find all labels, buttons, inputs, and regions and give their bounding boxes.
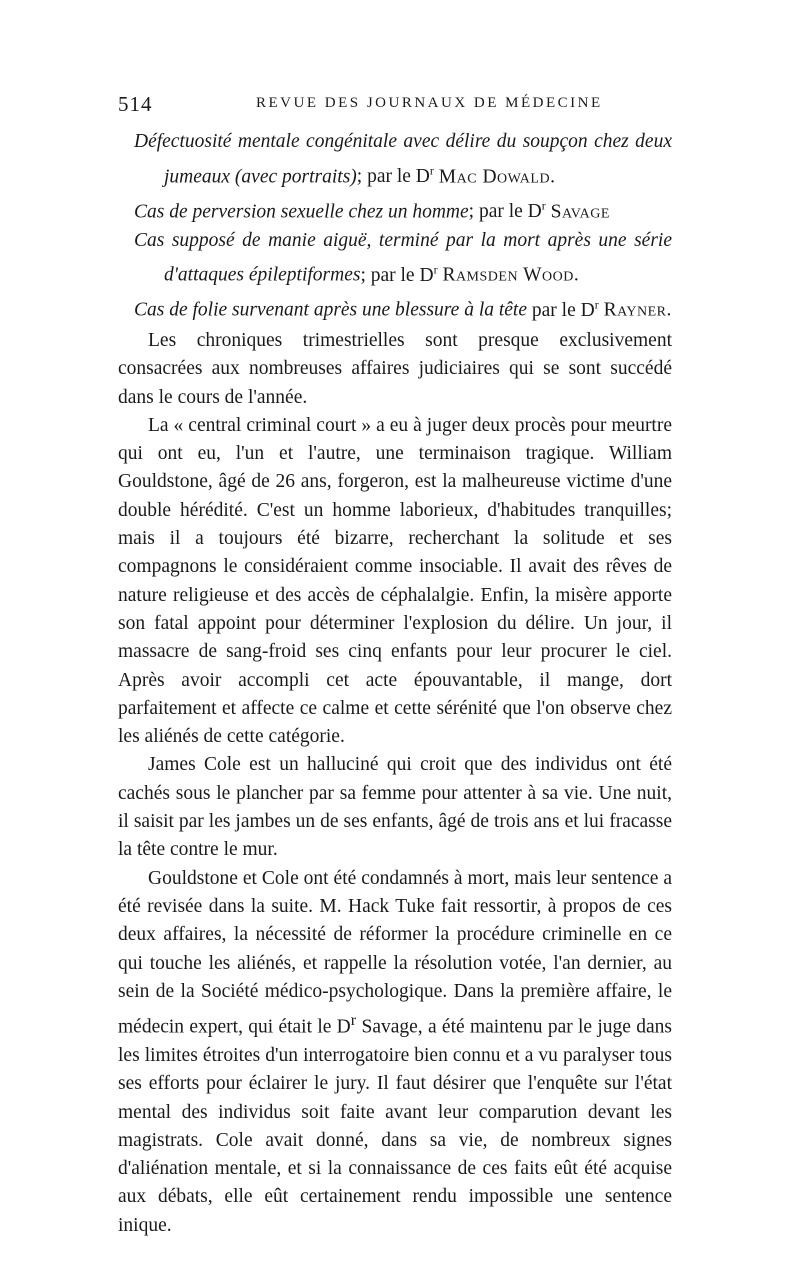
page-number: 514 — [118, 92, 153, 116]
bibliography-entry: Cas de folie survenant après une blessure à la tête par le $D^r$ Rayner. — [134, 297, 672, 321]
author-connector: par le D — [527, 299, 595, 321]
author-name: Rayner — [603, 299, 667, 321]
paragraph: James Cole est un halluciné qui croit que des individus ont été cachés sous le plancher par sa femme pour attenter à sa vie. Une nuit, il saisit par les jambes un de ses enfants, âgé de trois ans et lui fracasse la tête contre le mur. — [118, 754, 672, 861]
bibliography-entry: Défectuosité mentale congénitale avec délire du soupçon chez deux jumeaux (avec portraits); par le $D^r$ Mac Dowald. — [134, 131, 672, 187]
author-connector: ; par le D — [356, 166, 430, 187]
article-title: Cas de perversion sexuelle chez un homme — [134, 201, 469, 222]
article-title: Défectuosité mentale congénitale avec délire du soupçon chez deux jumeaux (avec portraits) — [134, 131, 672, 187]
paragraph: La « central criminal court » a eu à juger deux procès pour meurtre qui ont eu, l'un et l'autre, une terminaison tragique. William Gouldstone, âgé de 26 ans, forgeron, est la malheureuse victime d'une double hérédité. C'est un homme laborieux, d'habitudes tranquilles; mais il a toujours été bizarre, recherchant la solitude et ses compagnons le considéraient comme insociable. Il avait des rêves de nature religieuse et des accès de céphalalgie. Enfin, la misère apporte son fatal appoint pour déterminer l'explosion du délire. Un jour, il massacre de sang-froid ses cinq enfants pour leur procurer le ciel. Après avoir accompli cet acte épouvantable, il mange, dort parfaitement et affecte ce calme et cette sérénité que l'on observe chez les aliénés de cette catégorie. — [118, 414, 672, 748]
dr-superscript: r — [429, 163, 434, 178]
dr-superscript: r — [541, 198, 546, 213]
article-title: Cas de folie survenant après une blessure à la tête — [134, 299, 528, 321]
paragraph: Les chroniques trimestrielles sont presque exclusivement consacrées aux nombreuses affaires judiciaires qui se sont succédé dans le cours de l'année. — [118, 330, 672, 408]
author-connector: ; par le D — [468, 201, 542, 222]
journal-title: REVUE DES JOURNAUX DE MÉDECINE — [256, 95, 603, 111]
paragraph: Gouldstone et Cole ont été condamnés à mort, mais leur sentence a été revisée dans la suite. M. Hack Tuke fait ressortir, à propos de ces deux affaires, la nécessité de réformer la procédure criminelle en ce qui touche les aliénés, et rappelle la résolution votée, l'an dernier, au sein de la Société médico-psychologique. Dans la première affaire, le médecin expert, qui était le $D^r$ Savage, a été maintenu par le juge dans les limites étroites d'un interrogatoire bien connu et a vu paralyser tous ses efforts pour éclairer le jury. Il faut désirer que l'enquête sur l'état mental des individus soit faite avant leur comparution devant les magistrats. Cole avait donné, dans sa vie, de nombreux signes d'aliénation mentale, et si la connaissance de ces faits eût été acquise aux débats, elle eût certainement rendu impossible une sentence inique. — [118, 867, 672, 1236]
bibliography-list — [118, 128, 672, 325]
author-connector: ; par le D — [360, 264, 434, 286]
bibliography-entry: Cas supposé de manie aiguë, terminé par la mort après une série d'attaques épileptiformes; par le $D^r$ Ramsden Wood. — [134, 229, 672, 286]
dr-superscript: r — [350, 1011, 357, 1030]
article-title: Cas supposé de manie aiguë, terminé par la mort après une série d'attaques épileptiformes — [134, 229, 672, 286]
author-name: Ramsden Wood — [442, 264, 574, 286]
running-head — [118, 92, 672, 128]
body-text — [118, 327, 672, 1240]
dr-superscript: r — [594, 297, 599, 311]
author-name: Mac Dowald — [438, 166, 551, 187]
dr-superscript: r — [433, 262, 438, 276]
author-name: Savage — [550, 201, 610, 222]
bibliography-entry — [118, 192, 672, 227]
